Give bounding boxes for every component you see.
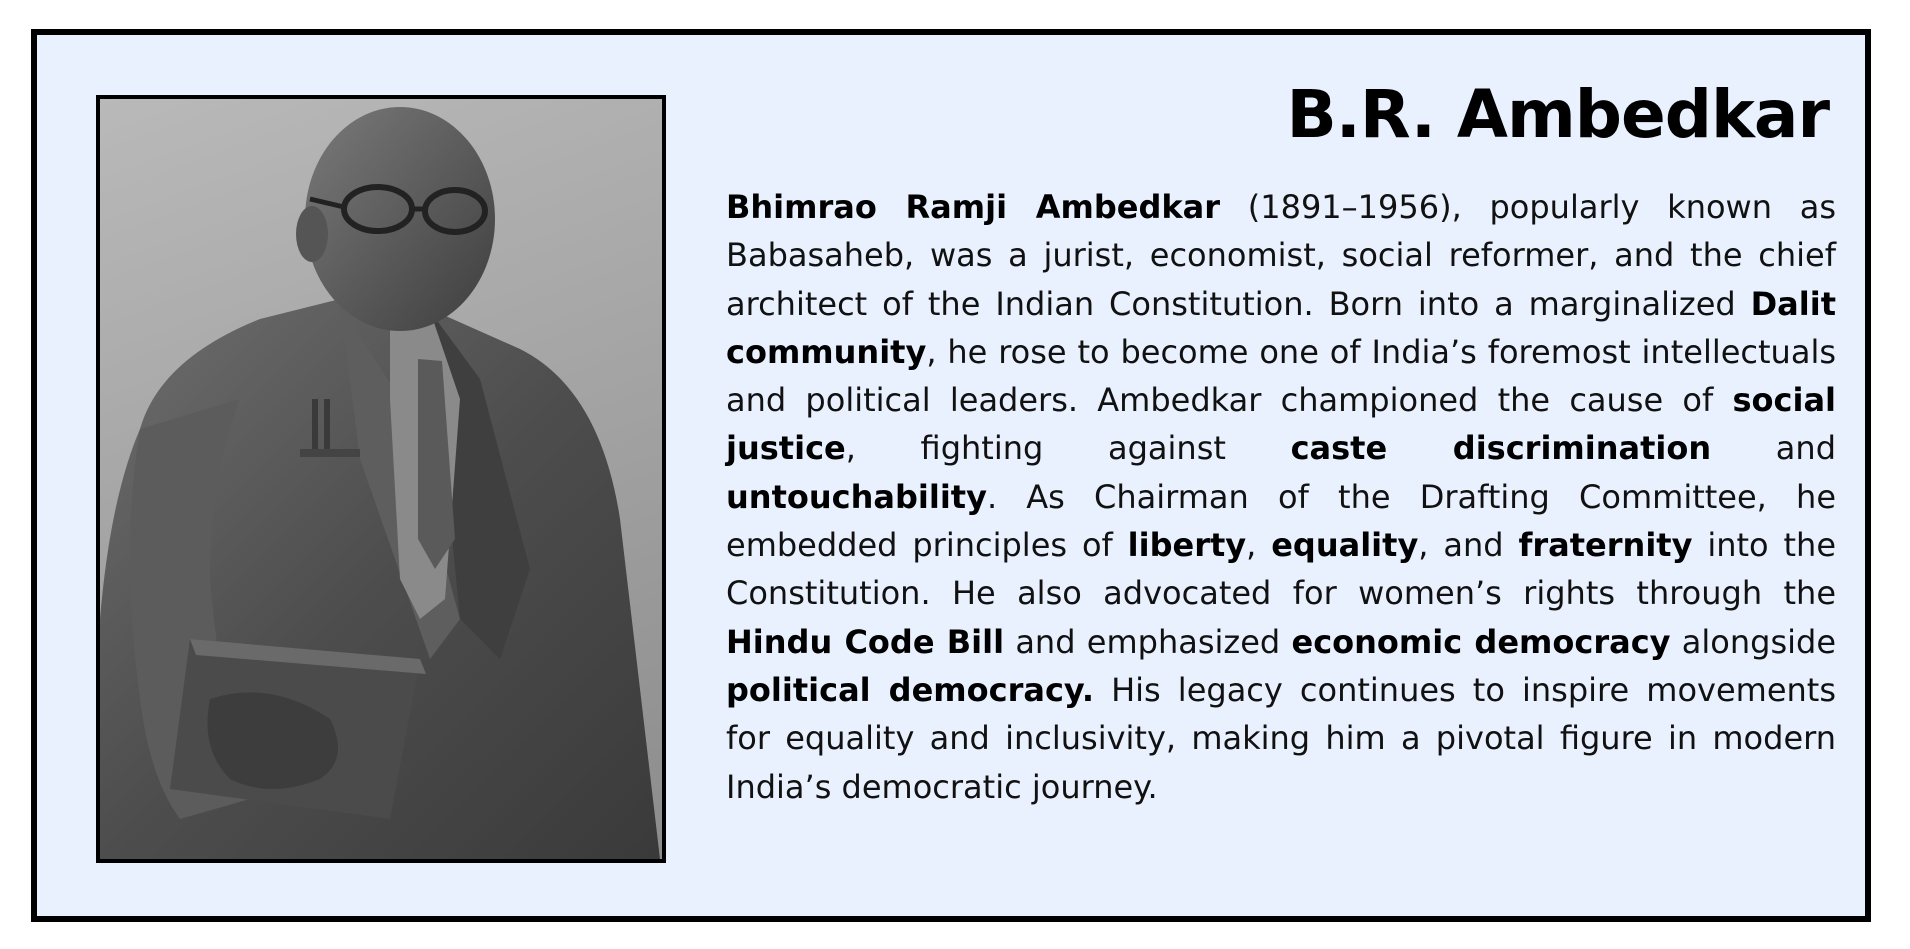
highlight-liberty: liberty — [1127, 526, 1247, 565]
statue-portrait-image — [96, 95, 666, 863]
bio-text-segment: , fighting against — [845, 429, 1291, 468]
highlight-social-justice: social justice — [726, 381, 1836, 468]
bio-text-segment: into the Constitution. He also advocated for women’s rights through the — [726, 526, 1837, 613]
bio-text-segment: and — [1711, 429, 1837, 468]
highlight-name: Bhimrao Ramji Ambedkar — [726, 188, 1221, 226]
statue-illustration — [100, 99, 662, 859]
bio-text-segment: , he rose to become one of India’s foremost intellectuals and political leaders. Ambedkar championed the cause of — [726, 332, 1836, 420]
highlight-caste-discrimination: caste discrimination — [1290, 429, 1712, 468]
highlight-fraternity: fraternity — [1518, 526, 1693, 565]
highlight-economic-democracy: economic democracy — [1291, 622, 1671, 661]
bio-text-segment: His legacy continues to inspire movements for equality and inclusivity, making him a pivotal figure in modern India’s democratic journey. — [726, 670, 1837, 806]
highlight-hindu-code-bill: Hindu Code Bill — [726, 622, 1005, 661]
page-title: B.R. Ambedkar — [1286, 76, 1829, 153]
highlight-equality: equality — [1271, 526, 1419, 565]
biography-text — [726, 183, 1836, 811]
bio-text-segment: , and — [1418, 526, 1519, 565]
highlight-dalit-community: Dalit community — [726, 284, 1836, 371]
biography-card — [31, 29, 1871, 922]
highlight-untouchability: untouchability — [726, 477, 987, 516]
bio-text-segment: and emphasized — [1004, 622, 1292, 661]
bio-text-segment: . As Chairman of the Drafting Committee, he embedded principles of — [726, 477, 1836, 565]
bio-text-segment: (1891–1956), popularly known as Babasaheb, was a jurist, economist, social reformer, and the chief architect of the Indian Constitution. Born into a marginalized — [726, 188, 1836, 323]
bio-text-segment: , — [1246, 526, 1272, 565]
highlight-political-democracy: political democracy. — [726, 670, 1095, 709]
bio-text-segment: alongside — [1670, 622, 1837, 661]
